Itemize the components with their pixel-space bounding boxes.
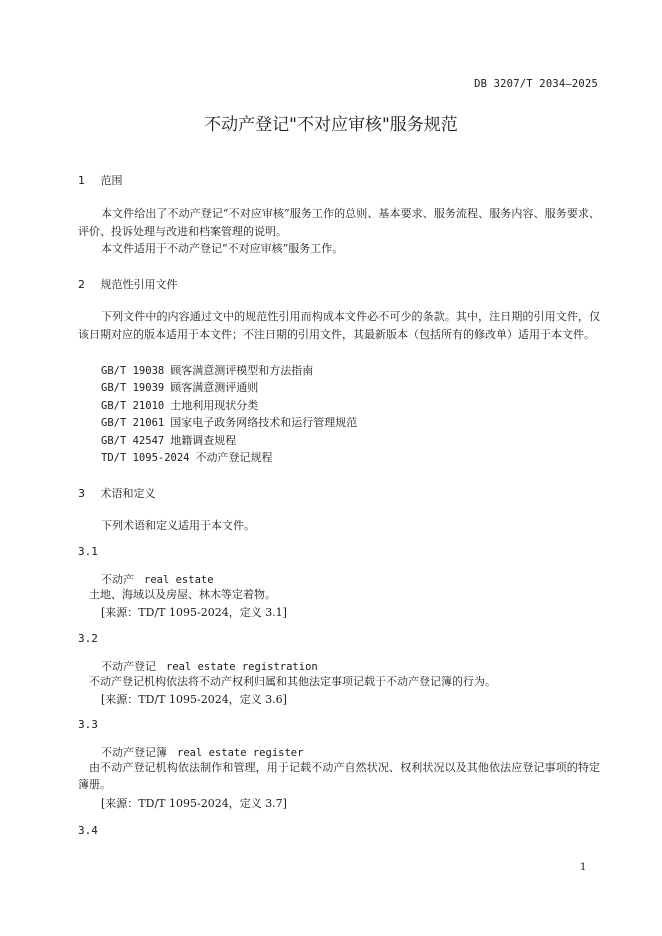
page-number: 1 [580, 862, 587, 873]
reference-name: 顾客满意测评模型和方法指南 [170, 364, 314, 377]
reference-item [101, 414, 357, 430]
term-entry [101, 571, 214, 587]
term-english: real estate register [177, 747, 304, 759]
reference-code: TD/T 1095-2024 [101, 452, 190, 464]
reference-name: 顾客满意测评通则 [170, 381, 259, 394]
reference-code: GB/T 42547 [101, 435, 165, 447]
reference-code: GB/T 19038 [101, 365, 165, 377]
term-source: [来源：TD/T 1095-2024，定义 3.7] [101, 797, 287, 810]
term-chinese: 不动产登记 [101, 660, 156, 673]
normative-intro-paragraph: 下列文件中的内容通过文中的规范性引用而构成本文件必不可少的条款。其中，注日期的引用文件，仅该日期对应的版本适用于本文件；不注日期的引用文件，其最新版本（包括所有的修改单）适用于本文件。 [78, 310, 600, 341]
reference-code: GB/T 21010 [101, 400, 165, 412]
section-title: 规范性引用文件 [100, 278, 178, 291]
section-heading-scope [78, 172, 123, 188]
document-code: DB 3207/T 2034—2025 [474, 78, 598, 90]
term-entry [101, 744, 303, 760]
section-number: 1 [78, 174, 85, 187]
term-definition: 土地、海域以及房屋、林木等定着物。 [89, 588, 276, 601]
reference-item [101, 432, 236, 448]
reference-item [101, 397, 258, 413]
section-title: 范围 [100, 174, 123, 187]
clause-number: 3.3 [78, 718, 98, 731]
term-definition: 由不动产登记机构依法制作和管理，用于记载不动产自然状况、权利状况以及其他依法应登记事项的特定簿册。 [78, 761, 600, 791]
term-source: [来源：TD/T 1095-2024，定义 3.1] [101, 606, 287, 619]
scope-paragraph-2: 本文件适用于不动产登记“不对应审核”服务工作。 [101, 242, 344, 255]
terms-intro-paragraph: 下列术语和定义适用于本文件。 [101, 519, 255, 532]
clause-number: 3.2 [78, 632, 98, 645]
reference-name: 土地利用现状分类 [170, 399, 259, 412]
term-chinese: 不动产登记簿 [101, 746, 167, 759]
section-title: 术语和定义 [100, 487, 156, 500]
reference-item [101, 449, 273, 465]
reference-name: 不动产登记规程 [195, 451, 273, 464]
reference-name: 地籍调查规程 [170, 434, 237, 447]
term-source: [来源：TD/T 1095-2024，定义 3.6] [101, 693, 287, 706]
clause-number: 3.1 [78, 545, 98, 558]
section-heading-normative-references [78, 276, 178, 292]
clause-number: 3.4 [78, 824, 98, 837]
reference-name: 国家电子政务网络技术和运行管理规范 [170, 416, 358, 429]
scope-paragraph-1: 本文件给出了不动产登记“不对应审核”服务工作的总则、基本要求、服务流程、服务内容、服务要求、评价、投诉处理与改进和档案管理的说明。 [78, 207, 600, 238]
section-heading-terms-definitions [78, 485, 156, 501]
section-number: 3 [78, 487, 85, 500]
reference-item [101, 362, 313, 378]
term-definition: 不动产登记机构依法将不动产权利归属和其他法定事项记载于不动产登记簿的行为。 [89, 675, 496, 688]
document-title: 不动产登记"不对应审核"服务规范 [204, 115, 458, 135]
term-english: real estate [144, 574, 214, 586]
reference-item [101, 379, 258, 395]
section-number: 2 [78, 278, 85, 291]
term-entry [101, 658, 318, 674]
reference-code: GB/T 19039 [101, 382, 165, 394]
term-chinese: 不动产 [101, 573, 134, 586]
term-english: real estate registration [166, 661, 318, 673]
reference-code: GB/T 21061 [101, 417, 165, 429]
